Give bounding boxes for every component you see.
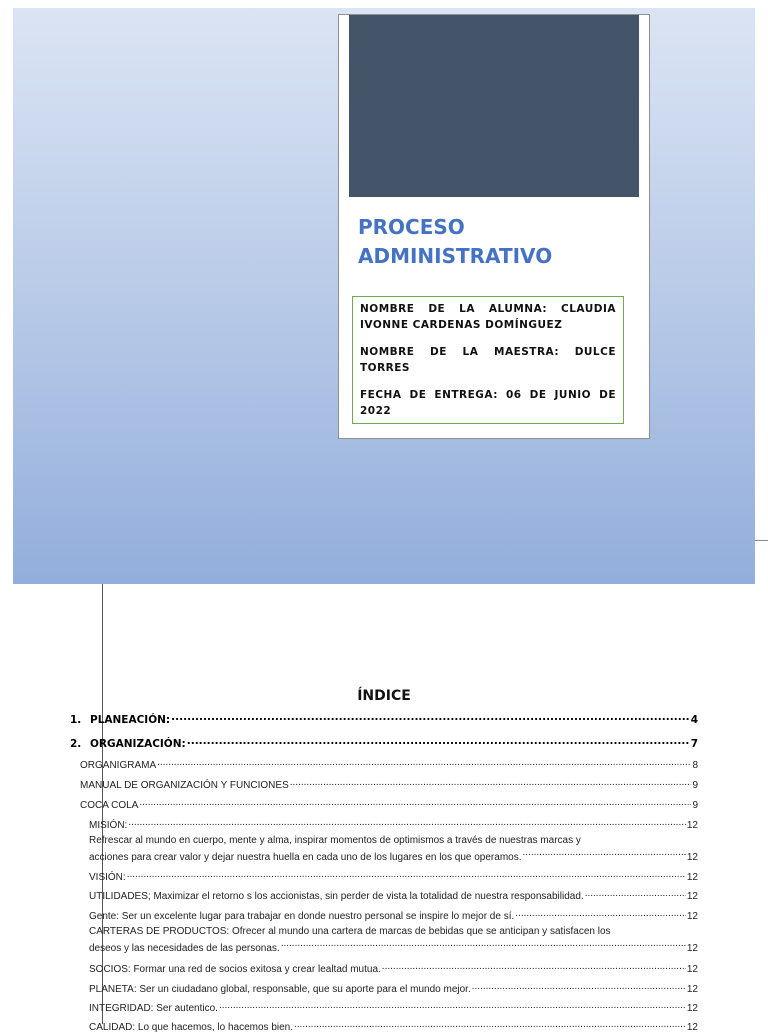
toc-entry-planeta[interactable] — [89, 980, 698, 995]
toc-entry-page: 12 — [686, 964, 698, 975]
toc-entry-page: 8 — [692, 760, 698, 771]
toc-entry-page: 12 — [686, 911, 698, 922]
toc-entry-label: MISIÓN: — [89, 820, 128, 831]
toc-leader-dots — [281, 939, 686, 951]
toc-leader-dots — [171, 711, 690, 723]
toc-leader-dots — [472, 980, 686, 992]
toc-entry-mision-text[interactable] — [89, 834, 698, 865]
toc-entry-page: 4 — [690, 714, 698, 726]
toc-entry-page: 9 — [692, 780, 698, 791]
toc-entry-page: 7 — [690, 738, 698, 750]
toc-entry-number: 1. — [70, 714, 82, 726]
toc-entry-page: 12 — [686, 872, 698, 883]
toc-entry-page: 12 — [686, 820, 698, 831]
toc-entry-page: 12 — [686, 1003, 698, 1014]
toc-entry-integridad[interactable] — [89, 999, 698, 1014]
toc-leader-dots — [382, 960, 686, 972]
toc-leader-dots — [523, 848, 686, 860]
toc-entry-page: 12 — [686, 891, 698, 902]
toc-entry-carteras[interactable] — [89, 925, 698, 956]
toc-title: ÍNDICE — [357, 688, 411, 704]
toc-entry-organizacion[interactable] — [70, 735, 698, 750]
toc-entry-label: COCA COLA — [80, 800, 139, 811]
toc-entry-manual[interactable] — [80, 776, 698, 791]
toc-leader-dots — [128, 816, 686, 828]
cover-edge-line — [755, 540, 768, 541]
toc-leader-dots — [139, 796, 691, 808]
toc-entry-coca-cola[interactable] — [80, 796, 698, 811]
teacher-name: NOMBRE DE LA MAESTRA: DULCE TORRES — [360, 346, 616, 374]
toc-entry-label-line1: Refrescar al mundo en cuerpo, mente y alma, inspirar momentos de optimismos a través de nuestras marcas y — [89, 835, 581, 846]
toc-entry-gente[interactable] — [89, 907, 698, 922]
toc-entry-label: PLANEACIÓN: — [90, 714, 171, 726]
toc-leader-dots — [294, 1018, 686, 1030]
toc-entry-label-line2: deseos y las necesidades de las personas. — [89, 943, 280, 954]
student-info-box — [352, 296, 624, 424]
toc-entry-page: 12 — [686, 943, 698, 954]
toc-entry-socios[interactable] — [89, 960, 698, 975]
toc-entry-label: Gente: Ser un excelente lugar para trabajar en donde nuestro personal se inspire lo mejor de sí. — [89, 911, 515, 922]
toc-leader-dots — [187, 735, 690, 747]
toc-entry-label: SOCIOS: Formar una red de socios exitosa y crear lealtad mutua. — [89, 964, 381, 975]
toc-entry-vision[interactable] — [89, 868, 698, 883]
cover-title-card — [338, 14, 650, 439]
toc-entry-calidad[interactable] — [89, 1018, 698, 1033]
toc-entry-page: 12 — [686, 984, 698, 995]
toc-leader-dots — [515, 907, 686, 919]
toc-entry-page: 12 — [686, 852, 698, 863]
toc-entry-planeacion[interactable] — [70, 711, 698, 726]
toc-entry-number: 2. — [70, 738, 82, 750]
toc-entry-page: 12 — [686, 1022, 698, 1033]
student-name: NOMBRE DE LA ALUMNA: CLAUDIA IVONNE CARDENAS DOMÍNGUEZ — [360, 303, 616, 331]
delivery-date: FECHA DE ENTREGA: 06 DE JUNIO DE 2022 — [360, 389, 616, 417]
toc-entry-label: ORGANIGRAMA — [80, 760, 157, 771]
toc-entry-label-line2: acciones para crear valor y dejar nuestra huella en cada uno de los lugares en los que operamos. — [89, 852, 522, 863]
toc-entry-mision[interactable] — [89, 816, 698, 831]
toc-leader-dots — [127, 868, 686, 880]
toc-entry-label: VISIÓN: — [89, 872, 126, 883]
toc-entry-label: ORGANIZACIÓN: — [90, 738, 186, 750]
toc-leader-dots — [585, 887, 686, 899]
toc-entry-label: UTILIDADES; Maximizar el retorno s los accionistas, sin perder de vista la totalidad de nuestra responsabilidad. — [89, 891, 584, 902]
toc-entry-label-line1: CARTERAS DE PRODUCTOS: Ofrecer al mundo una cartera de marcas de bebidas que se anticipan y satisfacen los — [89, 926, 611, 937]
toc-leader-dots — [219, 999, 686, 1011]
toc-entry-organigrama[interactable] — [80, 756, 698, 771]
document-title: PROCESO ADMINISTRATIVO — [358, 215, 553, 268]
toc-entry-label: CALIDAD: Lo que hacemos, lo hacemos bien. — [89, 1022, 293, 1033]
cover-image-block — [349, 15, 639, 197]
toc-leader-dots — [157, 756, 691, 768]
toc-entry-label: PLANETA: Ser un ciudadano global, responsable, que su aporte para el mundo mejor. — [89, 984, 471, 995]
toc-leader-dots — [290, 776, 692, 788]
toc-entry-utilidades[interactable] — [89, 887, 698, 902]
toc-entry-label: INTEGRIDAD: Ser autentico. — [89, 1003, 218, 1014]
toc-entry-page: 9 — [692, 800, 698, 811]
toc-entry-label: MANUAL DE ORGANIZACIÓN Y FUNCIONES — [80, 780, 289, 791]
